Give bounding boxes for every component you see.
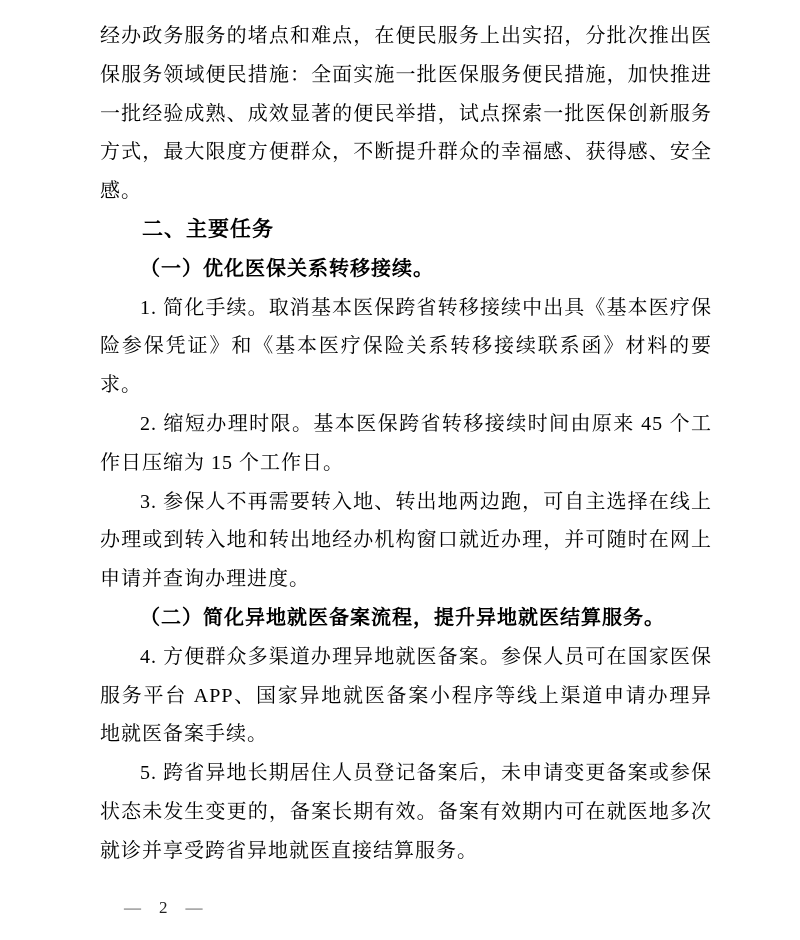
footer-left-dash: — (124, 898, 141, 917)
page-number: 2 (159, 898, 168, 917)
paragraph-item-1: 1. 简化手续。取消基本医保跨省转移接续中出具《基本医疗保险参保凭证》和《基本医疗保险关系转移接续联系函》材料的要求。 (100, 296, 712, 397)
paragraph-item-3: 3. 参保人不再需要转入地、转出地两边跑，可自主选择在线上办理或到转入地和转出地经办机构窗口就近办理，并可随时在网上申请并查询办理进度。 (100, 490, 712, 591)
paragraph-item-5: 5. 跨省异地长期居住人员登记备案后，未申请变更备案或参保状态未发生变更的，备案长期有效。备案有效期内可在就医地多次就诊并享受跨省异地就医直接结算服务。 (100, 762, 712, 862)
document-body (100, 17, 712, 871)
section-heading-main-tasks: 二、主要任务 (142, 217, 274, 241)
subsection-heading-2: （二）简化异地就医备案流程，提升异地就医结算服务。 (140, 606, 665, 629)
subsection-heading-1: （一）优化医保关系转移接续。 (140, 257, 434, 280)
page-footer (124, 898, 203, 918)
paragraph-item-2: 2. 缩短办理时限。基本医保跨省转移接续时间由原来 45 个工作日压缩为 15 个工作日。 (100, 412, 712, 474)
footer-right-dash: — (185, 898, 203, 917)
paragraph-continued: 经办政务服务的堵点和难点，在便民服务上出实招，分批次推出医保服务领域便民措施：全面实施一批医保服务便民措施，加快推进一批经验成熟、成效显著的便民举措，试点探索一批医保创新服务方式，最大限度方便群众，不断提升群众的幸福感、获得感、安全感。 (100, 25, 712, 203)
paragraph-item-4: 4. 方便群众多渠道办理异地就医备案。参保人员可在国家医保服务平台 APP、国家异地就医备案小程序等线上渠道申请办理异地就医备案手续。 (100, 645, 712, 746)
